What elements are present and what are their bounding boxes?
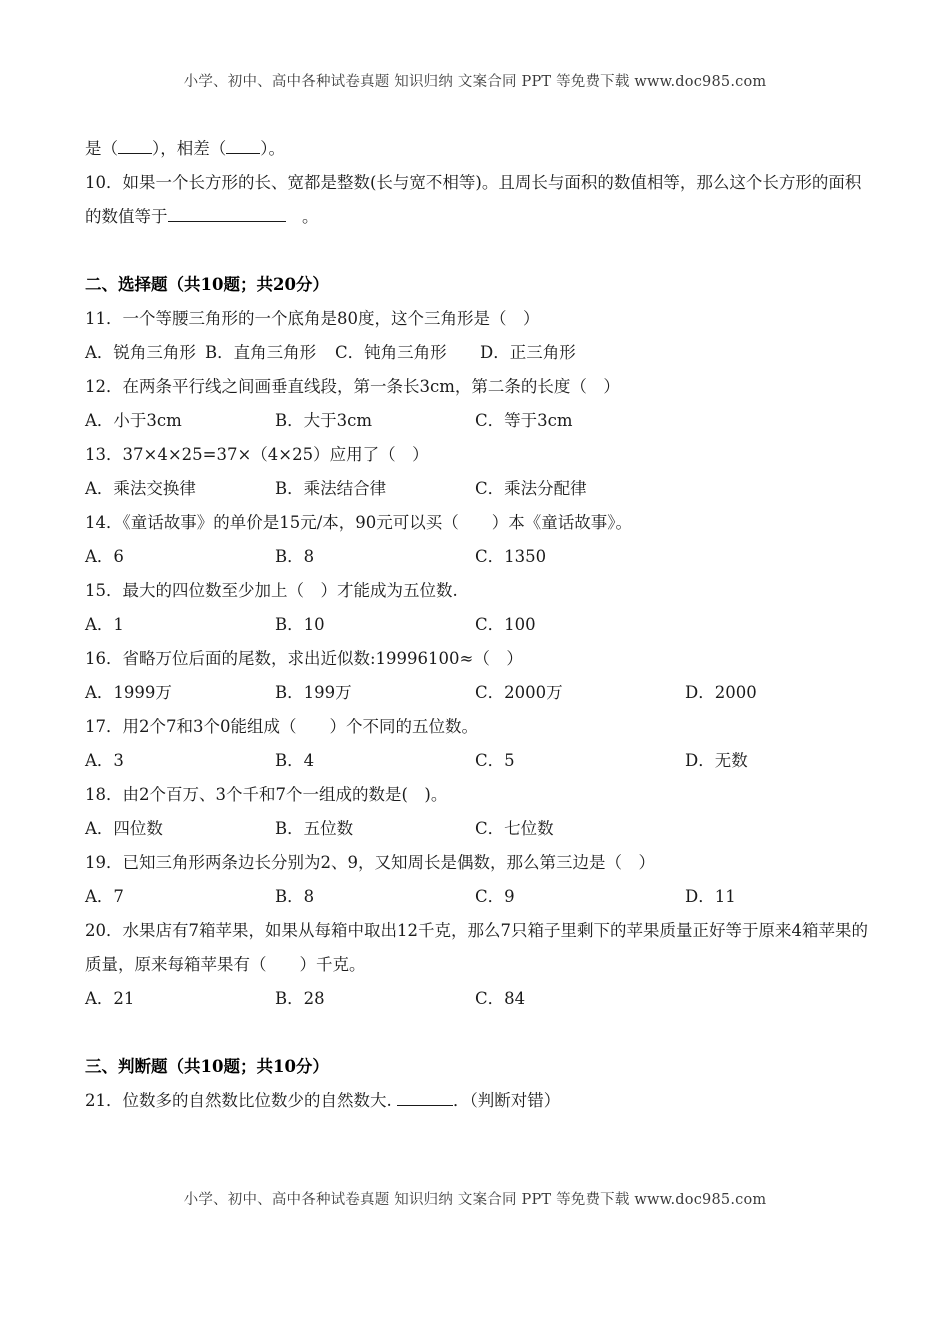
option-d[interactable]: D．11 [685, 887, 736, 906]
options-row-14 [85, 540, 875, 574]
option-a[interactable]: A．乘法交换律 [85, 479, 196, 498]
carryover-mid: ），相差（ [152, 139, 227, 158]
question-17 [85, 710, 875, 744]
header-watermark: 小学、初中、高中各种试卷真题 知识归纳 文案合同 PPT 等免费下载 www.doc985.com [183, 74, 767, 90]
question-21 [85, 1084, 875, 1118]
question-18 [85, 778, 875, 812]
question-20 [85, 914, 875, 982]
option-a[interactable]: A．四位数 [85, 819, 163, 838]
carryover-suffix: ）。 [260, 139, 285, 158]
question-number: 12． [85, 377, 123, 396]
option-b[interactable]: B．五位数 [275, 819, 354, 838]
question-text: 最大的四位数至少加上（ ）才能成为五位数. [122, 581, 458, 600]
option-b[interactable]: B．10 [275, 615, 325, 634]
carryover-prefix: 是（ [85, 139, 118, 158]
question-number: 18． [85, 785, 123, 804]
option-c[interactable]: C．钝角三角形 [335, 343, 447, 362]
option-b[interactable]: B．8 [275, 547, 315, 566]
spacer [85, 234, 875, 268]
options-row-16 [85, 676, 875, 710]
option-a[interactable]: A．6 [85, 547, 124, 566]
question-text: 37×4×25=37×（4×25）应用了（ ） [122, 445, 429, 464]
question-number: 19． [85, 853, 123, 872]
question-text: 已知三角形两条边长分别为2、9，又知周长是偶数，那么第三边是（ ） [122, 853, 655, 872]
option-c[interactable]: C．84 [475, 989, 526, 1008]
option-d[interactable]: D．无数 [685, 751, 748, 770]
question-text: 如果一个长方形的长、宽都是整数(长与宽不相等)。且周长与面积的数值相等，那么这个长方形的面积的数值等于 [85, 173, 862, 226]
option-a[interactable]: A．7 [85, 887, 124, 906]
options-row-15 [85, 608, 875, 642]
option-b[interactable]: B．8 [275, 887, 315, 906]
options-row-11 [85, 336, 875, 370]
question-15 [85, 574, 875, 608]
question-11 [85, 302, 875, 336]
option-b[interactable]: B．直角三角形 [205, 343, 317, 362]
option-b[interactable]: B．4 [275, 751, 315, 770]
question-text: 水果店有7箱苹果，如果从每箱中取出12千克，那么7只箱子里剩下的苹果质量正好等于原来4箱苹果的质量，原来每箱苹果有（ ）千克。 [85, 921, 868, 974]
options-row-12 [85, 404, 875, 438]
option-a[interactable]: A．1999万 [85, 683, 172, 702]
question-number: 11． [85, 309, 123, 328]
option-b[interactable]: B．28 [275, 989, 325, 1008]
option-b[interactable]: B．乘法结合律 [275, 479, 387, 498]
blank-underline[interactable] [226, 136, 260, 154]
option-d[interactable]: D．正三角形 [480, 343, 576, 362]
document-content [85, 132, 875, 1118]
option-d[interactable]: D．2000 [685, 683, 757, 702]
question-14 [85, 506, 875, 540]
question-number: 14． [85, 513, 123, 532]
option-c[interactable]: C．9 [475, 887, 515, 906]
question-number: 10． [85, 173, 123, 192]
option-c[interactable]: C．100 [475, 615, 536, 634]
option-c[interactable]: C．七位数 [475, 819, 554, 838]
footer-watermark: 小学、初中、高中各种试卷真题 知识归纳 文案合同 PPT 等免费下载 www.doc985.com [183, 1192, 767, 1208]
section-heading-3: 三、判断题（共10题；共10分） [85, 1057, 329, 1076]
blank-underline[interactable] [118, 136, 152, 154]
question-10 [85, 166, 875, 234]
question-text: 省略万位后面的尾数，求出近似数:19996100≈（ ） [122, 649, 523, 668]
question-number: 20． [85, 921, 123, 940]
option-c[interactable]: C．等于3cm [475, 411, 573, 430]
section-heading-2: 二、选择题（共10题；共20分） [85, 275, 329, 294]
blank-underline[interactable] [168, 204, 286, 222]
option-b[interactable]: B．大于3cm [275, 411, 373, 430]
option-c[interactable]: C．5 [475, 751, 515, 770]
option-c[interactable]: C．2000万 [475, 683, 563, 702]
question-text-tail: 。 [285, 207, 319, 226]
options-row-13 [85, 472, 875, 506]
options-row-18 [85, 812, 875, 846]
option-a[interactable]: A．3 [85, 751, 124, 770]
question-13 [85, 438, 875, 472]
question-number: 16． [85, 649, 123, 668]
question-text: 《童话故事》的单价是15元/本，90元可以买（ ）本《童话故事》。 [122, 513, 633, 532]
blank-underline[interactable] [397, 1088, 453, 1106]
options-row-19 [85, 880, 875, 914]
options-row-17 [85, 744, 875, 778]
question-text: 由2个百万、3个千和7个一组成的数是( )。 [122, 785, 448, 804]
question-text: 在两条平行线之间画垂直线段，第一条长3cm，第二条的长度（ ） [122, 377, 620, 396]
option-c[interactable]: C．乘法分配律 [475, 479, 587, 498]
question-number: 21． [85, 1091, 123, 1110]
question-19 [85, 846, 875, 880]
option-c[interactable]: C．1350 [475, 547, 547, 566]
option-a[interactable]: A．1 [85, 615, 124, 634]
options-row-20 [85, 982, 875, 1016]
question-number: 13． [85, 445, 123, 464]
spacer [85, 1016, 875, 1050]
option-a[interactable]: A．小于3cm [85, 411, 182, 430]
question-text: 用2个7和3个0能组成（ ）个不同的五位数。 [122, 717, 478, 736]
option-a[interactable]: A．21 [85, 989, 135, 1008]
option-a[interactable]: A．锐角三角形 [85, 343, 196, 362]
question-text-tail: ．（判断对错） [453, 1091, 561, 1110]
carryover-line [85, 132, 875, 166]
question-number: 17． [85, 717, 123, 736]
question-12 [85, 370, 875, 404]
question-text: 位数多的自然数比位数少的自然数大. [122, 1091, 392, 1110]
question-number: 15． [85, 581, 123, 600]
question-16 [85, 642, 875, 676]
option-b[interactable]: B．199万 [275, 683, 352, 702]
question-text: 一个等腰三角形的一个底角是80度，这个三角形是（ ） [122, 309, 540, 328]
